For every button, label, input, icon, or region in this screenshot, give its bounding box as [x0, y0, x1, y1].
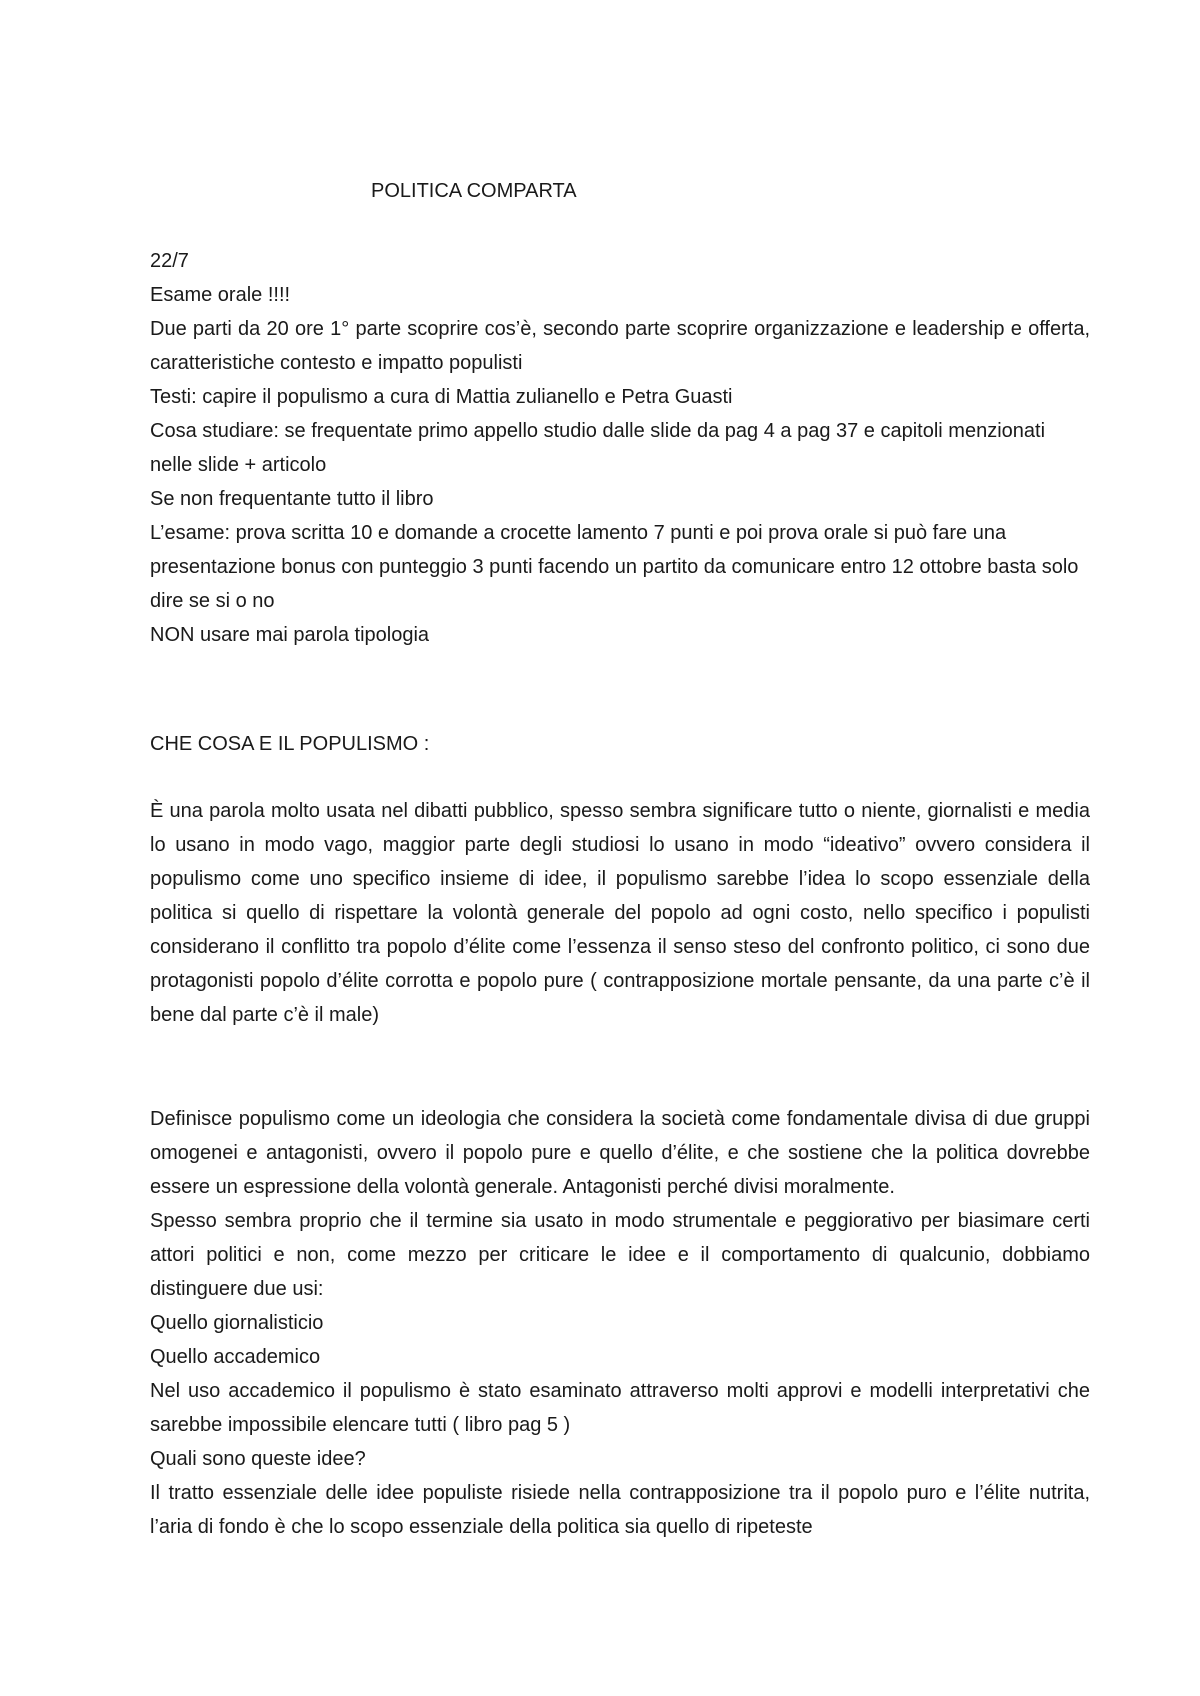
non-attending-note: Se non frequentante tutto il libro: [150, 488, 434, 510]
study-material: Cosa studiare: se frequentate primo appello studio dalle slide da pag 4 a pag 37 e capitoli menzionati nelle slide + articolo: [150, 420, 1046, 476]
course-structure: Due parti da 20 ore 1° parte scoprire cos’è, secondo parte scoprire organizzazione e leadership e offerta, caratteristiche contesto e impatto populisti: [150, 318, 1090, 374]
document-title: POLITICA COMPARTA: [371, 180, 577, 202]
essential-paragraph: Il tratto essenziale delle idee populiste risiede nella contrapposizione tra il popolo puro e l’élite nutrita, l’aria di fondo è che lo scopo essenziale della politica sia quello di ripeteste: [150, 1482, 1090, 1538]
academic-paragraph: Nel uso accademico il populismo è stato esaminato attraverso molti approvi e modelli interpretativi che sarebbe impossibile elencare tutti ( libro pag 5 ): [150, 1380, 1090, 1436]
question-line: Quali sono queste idee?: [150, 1448, 366, 1470]
section-heading: CHE COSA E IL POPULISMO :: [150, 733, 430, 755]
usage-academic: Quello accademico: [150, 1346, 321, 1368]
usage-paragraph: Spesso sembra proprio che il termine sia usato in modo strumentale e peggiorativo per biasimare certi attori politici e non, come mezzo per criticare le idee e il comportamento di qualcunio, dobbiamo distinguere due usi:: [150, 1210, 1090, 1300]
usage-journalistic: Quello giornalisticio: [150, 1312, 324, 1334]
definition-paragraph: È una parola molto usata nel dibatti pubblico, spesso sembra significare tutto o niente, giornalisti e media lo usano in modo vago, maggior parte degli studiosi lo usano in modo “ideativo” ovvero considera il populismo come uno specifico insieme di idee, il populismo sarebbe l’idea lo scopo essenziale della politica si quello di rispettare la volontà generale del popolo ad ogni costo, nello specifico i populisti considerano il conflitto tra popolo d’élite come l’essenza il senso steso del confronto politico, ci sono due protagonisti popolo d’élite corrotta e popolo pure ( contrapposizione mortale pensante, da una parte c’è il bene dal parte c’è il male): [150, 800, 1090, 1026]
course-texts: Testi: capire il populismo a cura di Mattia zulianello e Petra Guasti: [150, 386, 733, 408]
course-info-section: [150, 244, 1090, 652]
exam-type: Esame orale !!!!: [150, 284, 291, 306]
ideology-paragraph: Definisce populismo come un ideologia che considera la società come fondamentale divisa di due gruppi omogenei e antagonisti, ovvero il popolo pure e quello d’élite, e che sostiene che la politica dovrebbe essere un espressione della volontà generale. Antagonisti perché divisi moralmente.: [150, 1108, 1090, 1198]
lecture-date: 22/7: [150, 250, 189, 272]
exam-warning: NON usare mai parola tipologia: [150, 624, 430, 646]
exam-format: L’esame: prova scritta 10 e domande a crocette lamento 7 punti e poi prova orale si può fare una presentazione bonus con punteggio 3 punti facendo un partito da comunicare entro 12 ottobre basta solo dire se si o no: [150, 522, 1079, 612]
ideology-section: [150, 1102, 1090, 1544]
